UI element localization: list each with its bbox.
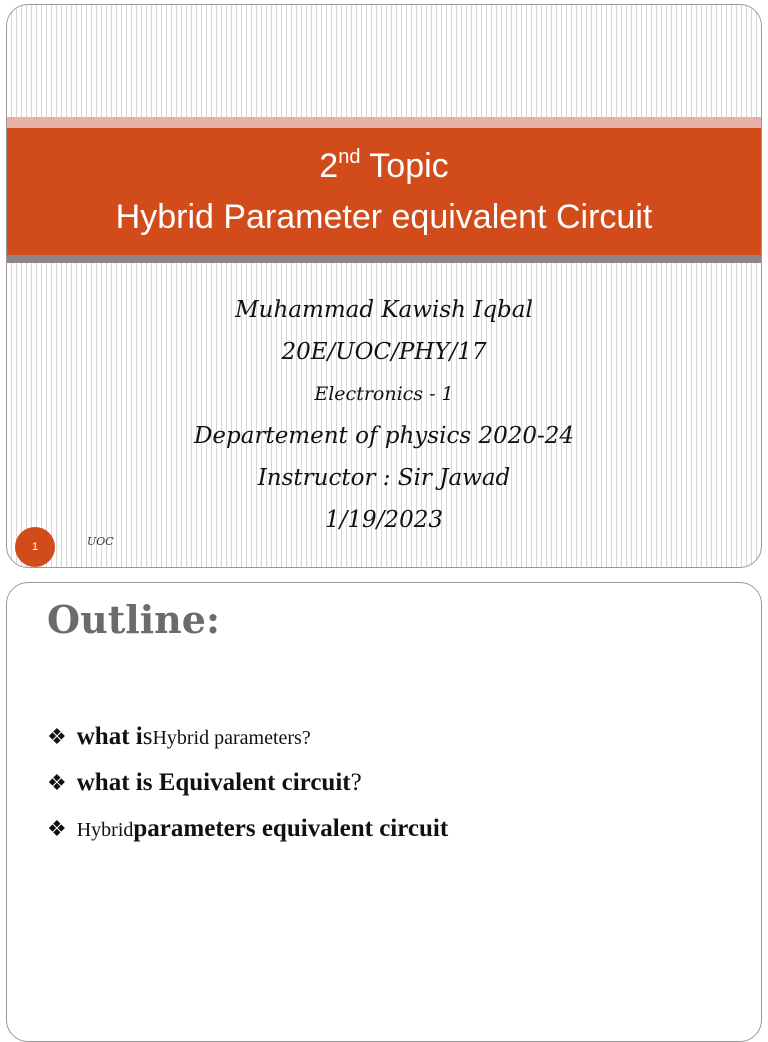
diamond-bullet-icon: ❖ [47,770,67,795]
author-block [7,289,761,541]
department: Departement of physics 2020-24 [193,423,575,449]
list-item [47,769,448,797]
slide-title-line1 [7,146,761,186]
roll-number: 20E/UOC/PHY/17 [281,339,487,365]
title-band-bottom-stripe [7,255,761,263]
title-band [7,128,761,255]
title-slide [6,4,762,568]
slide-title-line2: Hybrid Parameter equivalent Circuit [115,198,653,236]
diamond-bullet-icon: ❖ [47,724,67,749]
title-band-top-stripe [7,117,761,128]
outline-title: Outline: [47,597,220,642]
course-name: Electronics - 1 [314,383,454,405]
title-number: 2 [319,147,339,185]
list-item-text: Hybrid parameters? [152,727,311,749]
author-name: Muhammad Kawish Iqbal [235,297,533,323]
date: 1/19/2023 [325,507,443,533]
title-ordinal-suffix: nd [338,146,361,168]
list-item-text: Hybrid [76,819,134,841]
title-topic-word: Topic [360,147,449,185]
list-item [47,815,448,843]
list-item-text: what is Equivalent circuit [76,769,351,796]
list-item-text: s equivalent circuit [245,815,449,842]
outline-list [47,723,448,861]
list-item-text: ? [350,769,362,796]
list-item-text: what i [76,723,143,750]
footer-text: UOC [87,535,114,548]
instructor: Instructor : Sir Jawad [257,465,511,491]
outline-slide [6,582,762,1042]
slide-number-badge: 1 [15,527,55,567]
list-item [47,723,448,751]
list-item-text: s [142,723,153,750]
diamond-bullet-icon: ❖ [47,816,67,841]
list-item-text: parameter [133,815,246,842]
